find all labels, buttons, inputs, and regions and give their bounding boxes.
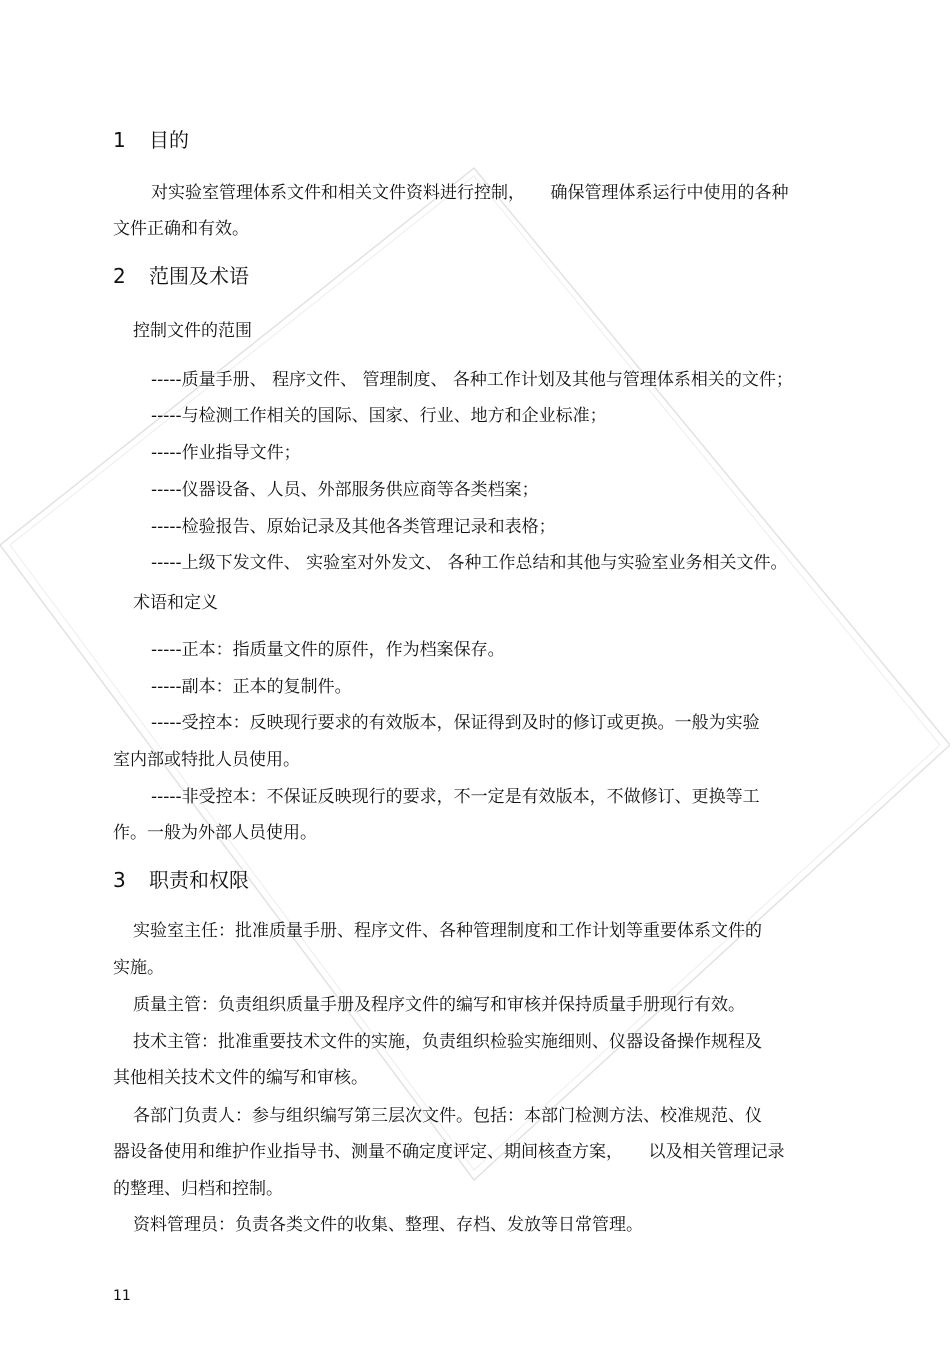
- list-item: -----仪器设备、人员、外部服务供应商等各类档案；: [151, 480, 539, 500]
- section-title: 范围及术语: [149, 264, 249, 288]
- section-title: 目的: [149, 128, 189, 152]
- term-line: -----非受控本：不保证反映现行的要求，不一定是有效版本，不做修订、更换等工: [151, 787, 760, 807]
- responsibility-line: 资料管理员：负责各类文件的收集、整理、存档、发放等日常管理。: [133, 1215, 643, 1235]
- responsibility-line: 技术主管：批准重要技术文件的实施，负责组织检验实施细则、仪器设备操作规程及: [133, 1032, 762, 1052]
- responsibility-line: 各部门负责人：参与组织编写第三层次文件。包括：本部门检测方法、校准规范、仪: [133, 1106, 762, 1126]
- responsibility-line: 的整理、归档和控制。: [113, 1179, 283, 1199]
- list-item: -----上级下发文件、 实验室对外发文、 各种工作总结和其他与实验室业务相关文件。: [151, 553, 788, 573]
- list-item: -----检验报告、原始记录及其他各类管理记录和表格；: [151, 517, 556, 537]
- section-1-heading: [113, 127, 189, 153]
- section-title: 职责和权限: [149, 868, 249, 892]
- term-line: -----副本：正本的复制件。: [151, 677, 352, 697]
- paragraph-line: 对实验室管理体系文件和相关文件资料进行控制， 确保管理体系运行中使用的各种: [151, 183, 789, 203]
- responsibility-line: 质量主管：负责组织质量手册及程序文件的编写和审核并保持质量手册现行有效。: [133, 995, 745, 1015]
- term-line: -----受控本：反映现行要求的有效版本，保证得到及时的修订或更换。一般为实验: [151, 713, 760, 733]
- scope-heading: 控制文件的范围: [133, 321, 252, 341]
- terms-heading: 术语和定义: [133, 593, 218, 613]
- section-number: 3: [113, 868, 126, 892]
- section-number: 1: [113, 128, 126, 152]
- section-3-heading: [113, 867, 249, 893]
- section-number: 2: [113, 264, 126, 288]
- responsibility-line: 实施。: [113, 958, 164, 978]
- paragraph-line: 文件正确和有效。: [113, 219, 249, 239]
- list-item: -----作业指导文件；: [151, 443, 301, 463]
- page-number: 11: [113, 1288, 131, 1304]
- list-item: -----质量手册、 程序文件、 管理制度、 各种工作计划及其他与管理体系相关的文件；: [151, 370, 793, 390]
- section-2-heading: [113, 263, 249, 289]
- responsibility-line: 其他相关技术文件的编写和审核。: [113, 1068, 368, 1088]
- responsibility-line: 器设备使用和维护作业指导书、测量不确定度评定、期间核查方案， 以及相关管理记录: [113, 1142, 785, 1162]
- responsibility-line: 实验室主任：批准质量手册、程序文件、各种管理制度和工作计划等重要体系文件的: [133, 921, 762, 941]
- term-line: 室内部或特批人员使用。: [113, 750, 300, 770]
- term-line: -----正本：指质量文件的原件，作为档案保存。: [151, 640, 505, 660]
- list-item: -----与检测工作相关的国际、国家、行业、地方和企业标准；: [151, 406, 607, 426]
- term-line: 作。一般为外部人员使用。: [113, 823, 317, 843]
